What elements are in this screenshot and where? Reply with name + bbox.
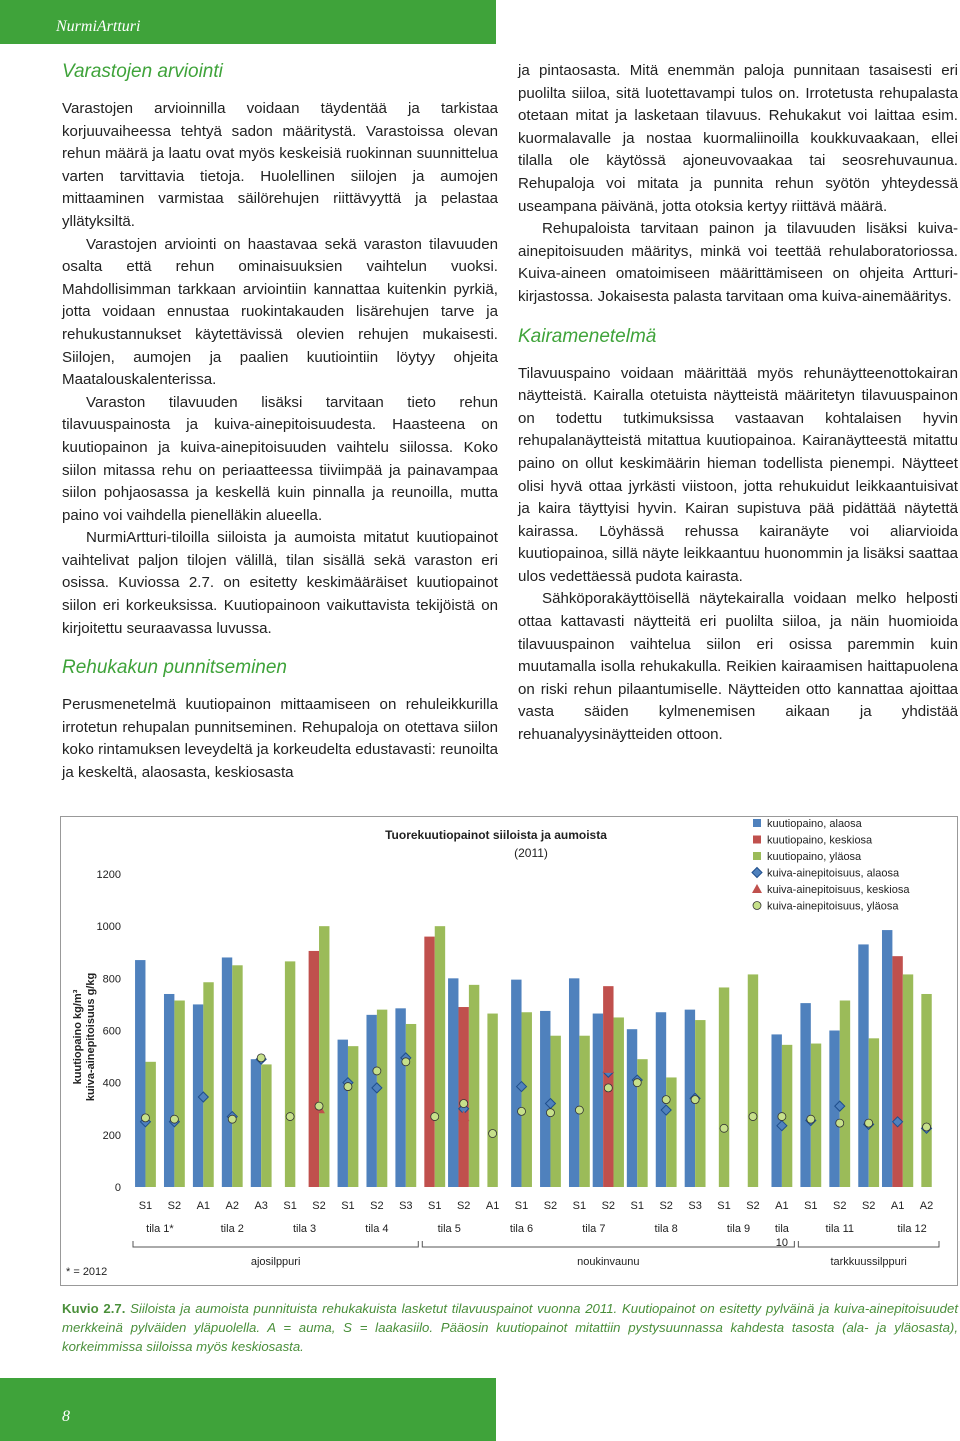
x-tick-label: S1 <box>804 1200 818 1212</box>
bar-chart <box>61 817 957 1285</box>
y-tick-label: 0 <box>114 1182 121 1194</box>
x-tick-label: S1 <box>341 1200 355 1212</box>
bar <box>203 982 213 1187</box>
x-tick-label: S2 <box>746 1200 760 1212</box>
bar <box>840 1001 850 1187</box>
x-tick-label: S2 <box>370 1200 384 1212</box>
farm-label: tila <box>774 1223 789 1235</box>
group-label: tarkkuussilppuri <box>830 1256 907 1268</box>
x-tick-label: S2 <box>601 1200 616 1212</box>
bar <box>569 978 579 1187</box>
x-tick-label: S1 <box>572 1200 587 1212</box>
legend-swatch <box>752 868 762 878</box>
x-tick-label: A2 <box>919 1200 934 1212</box>
group-bracket <box>133 1241 418 1247</box>
marker-point <box>286 1113 294 1121</box>
caption-text: Siiloista ja aumoista punnituista rehukakuista lasketut tilavuuspainot vuonna 2011. Kuutiopainot on esitetty pylväinä ja kuiva-ainepitoisuudet merkkeinä pylväiden yläpuolella. A = auma, S = laakasiilo. Pääosin kuutiopainot mitattiin pystysuunnassa kahdesta tasosta (ala- ja yläosasta), korkeimmissa siiloissa myös keskiosasta. <box>62 1301 958 1354</box>
marker-point <box>633 1079 641 1087</box>
bar <box>251 1059 261 1187</box>
y-axis-label: kuutiopaino kg/m³ <box>72 989 84 1085</box>
marker-point <box>691 1096 699 1104</box>
bar <box>921 994 931 1187</box>
y-tick-label: 600 <box>102 1025 121 1038</box>
bar <box>377 1010 387 1187</box>
bar <box>435 926 445 1187</box>
x-tick-label: S2 <box>659 1200 673 1212</box>
legend-label: kuiva-ainepitoisuus, alaosa <box>767 867 900 880</box>
bar <box>285 961 295 1187</box>
bar <box>593 1014 603 1187</box>
header-bar <box>0 0 496 44</box>
bar <box>882 930 892 1187</box>
farm-label: tila 6 <box>509 1223 534 1235</box>
marker-point <box>373 1067 381 1075</box>
bar <box>222 957 232 1187</box>
marker-point <box>518 1107 526 1115</box>
paragraph: Varastojen arviointi on haastavaa sekä varaston tilavuuden osalta että rehun ominaisuuksien vaihtelun vuoksi. Mahdollisimman tarkkaan arviointiin kannattaa kuitenkin pyrkiä, jotta voidaan ennustaa ruokintakauden lisärehujen tarve ja rehukustannukset käytettävissä olevien rehujen mukaisesti. Siilojen, aumojen ja paalien kuutiointiin löytyy ohjeita Maatalouskalenterissa. <box>62 235 498 389</box>
group-bracket <box>798 1241 939 1247</box>
bar <box>540 1011 550 1187</box>
marker-point <box>923 1123 931 1131</box>
legend-swatch <box>753 902 761 910</box>
bar <box>338 1040 348 1187</box>
bar <box>406 1024 416 1187</box>
x-tick-label: S1 <box>283 1200 297 1212</box>
x-tick-label: S2 <box>833 1200 847 1212</box>
section-heading-varastojen: Varastojen arviointi <box>62 61 223 82</box>
legend-swatch <box>753 852 761 860</box>
figure-caption <box>62 1300 958 1356</box>
x-tick-label: S2 <box>543 1200 558 1212</box>
x-tick-label: A1 <box>775 1200 789 1212</box>
bar <box>614 1017 624 1187</box>
bar <box>800 1003 810 1187</box>
chart-container <box>60 816 958 1286</box>
legend-label: kuutiopaino, yläosa <box>767 851 862 863</box>
legend-label: kuiva-ainepitoisuus, yläosa <box>767 900 899 913</box>
bar <box>903 974 913 1187</box>
bar <box>164 994 174 1187</box>
bar <box>424 937 434 1187</box>
page-number: 8 <box>62 1408 70 1425</box>
marker-point <box>170 1115 178 1123</box>
marker-point <box>489 1130 497 1138</box>
left-column <box>62 60 498 785</box>
bar <box>348 1046 358 1187</box>
bar <box>458 1007 468 1187</box>
bar <box>395 1008 405 1187</box>
x-tick-label: A2 <box>225 1200 239 1212</box>
marker-point <box>662 1096 670 1104</box>
y-tick-label: 1200 <box>96 869 121 881</box>
bar <box>487 1014 497 1187</box>
marker-point <box>720 1124 728 1132</box>
bar <box>666 1077 676 1187</box>
section-heading-kairamenetelma: Kairamenetelmä <box>518 325 657 347</box>
bar <box>319 926 329 1187</box>
marker-point <box>778 1113 786 1121</box>
farm-label: tila 12 <box>897 1223 927 1235</box>
marker-point <box>836 1119 844 1127</box>
footnote: * = 2012 <box>66 1266 108 1278</box>
x-tick-label: A1 <box>890 1200 905 1212</box>
farm-label: tila 11 <box>825 1223 855 1235</box>
marker-point <box>141 1114 149 1122</box>
x-tick-label: S3 <box>688 1200 702 1212</box>
farm-label: tila 8 <box>654 1223 678 1235</box>
bar <box>448 978 458 1187</box>
x-tick-label: S1 <box>717 1200 731 1212</box>
marker-point <box>575 1106 583 1114</box>
legend-label: kuutiopaino, alaosa <box>767 818 862 830</box>
footer-bar <box>0 1378 496 1441</box>
x-tick-label: S2 <box>167 1200 182 1212</box>
header-title: NurmiArtturi <box>56 18 141 35</box>
marker-point <box>315 1102 323 1110</box>
paragraph: Tilavuuspaino voidaan määrittää myös rehunäytteenottokairan näytteistä. Kairalla otetuista näytteistä määritetyn tilavuuspainon on todettu tutkimuksissa vastaavan kohtalaisen hyvin rehupalanäytteistä mitattua kuutiopainoa. Kairanäytteestä mitattu paino on ollut keskimäärin hieman todellista pienempi. Näytteet olisi hyvä ottaa jyrkästi viistoon, jotta rehukuidut leikkaantuisivat ja kaira täyttyisi hyvin. Kairan supistuva pää pidättää näytettä kairassa. Löyhässä rehussa kairanäyte voi aliarvioida kuutiopainoa, sillä näyte leikkaantuu huonommin ja lisäksi saattaa ulos vedettäessä pudota kairasta. <box>518 364 958 585</box>
paragraph: NurmiArtturi-tiloilla siiloista ja aumoista mitatut kuutiopainot vaihtelivat paljon tilojen välillä, tilan sisällä sekä varaston eri osissa. Kuviossa 2.7. on esitetty keskimääräiset kuutiopainot siilon eri korkeuksissa. Kuutiopainoon vaikuttavista tekijöistä on kirjoitettu seuraavassa luvussa. <box>62 529 498 637</box>
legend-label: kuiva-ainepitoisuus, keskiosa <box>767 884 910 896</box>
paragraph: Varaston tilavuuden lisäksi tarvitaan tieto rehun tilavuuspainosta ja kuiva-ainepitoisuudesta. Haasteena on kuutiopainon ja kuiva-ainepitoisuuden vaihtelu siilossa. Koko siilon mitassa rehu on periaatteessa tiiviimpää ja painavampaa siilon pohjaosassa ja keskellä kuin pinnalla ja reunoilla, mutta paino voi vaihdella pienelläkin alueella. <box>62 393 498 524</box>
legend-label: kuutiopaino, keskiosa <box>767 834 873 847</box>
caption-label: Kuvio 2.7. <box>62 1301 126 1316</box>
bar <box>892 956 902 1187</box>
x-tick-label: S1 <box>514 1200 529 1212</box>
chart-subtitle: (2011) <box>514 846 548 860</box>
marker-point <box>228 1115 236 1123</box>
bar <box>748 974 758 1187</box>
farm-label: tila 7 <box>582 1223 606 1235</box>
x-tick-label: S1 <box>138 1200 153 1212</box>
bar <box>627 1029 637 1187</box>
bar <box>135 960 145 1187</box>
x-tick-label: S2 <box>861 1200 876 1212</box>
marker-point <box>604 1084 612 1092</box>
x-tick-label: A3 <box>254 1200 268 1212</box>
bar <box>309 951 319 1187</box>
y-tick-label: 800 <box>102 973 121 986</box>
x-tick-label: S1 <box>428 1200 442 1212</box>
farm-label: tila 4 <box>365 1223 389 1235</box>
farm-label: tila 3 <box>292 1223 317 1235</box>
bar <box>366 1015 376 1187</box>
bar <box>869 1038 879 1187</box>
x-tick-label: S1 <box>630 1200 644 1212</box>
legend-swatch <box>753 836 761 844</box>
y-tick-label: 400 <box>102 1077 121 1090</box>
marker-point <box>460 1100 468 1108</box>
legend-swatch <box>753 819 761 827</box>
bar <box>174 1001 184 1187</box>
bar <box>719 987 729 1187</box>
y-tick-label: 200 <box>102 1129 121 1142</box>
marker-point <box>257 1054 265 1062</box>
group-label: ajosilppuri <box>250 1256 301 1268</box>
paragraph: Perusmenetelmä kuutiopainon mittaamiseen on rehuleikkurilla irrotetun rehupalan punnitseminen. Rehupaloja on otettava siilon koko rintamuksen leveydeltä ja korkeudelta edustavasti: reunoilta ja keskeltä, alaosasta, keskiosasta <box>62 696 498 782</box>
x-tick-label: S2 <box>456 1200 471 1212</box>
x-tick-label: A1 <box>485 1200 500 1212</box>
paragraph: Varastojen arvioinnilla voidaan täydentää ja tarkistaa korjuuvaiheessa tehtyä sadon määritystä. Varastoissa olevan rehun määrä ja laatu ovat myös keskeisiä ruokinnan suunnittelua varten tarvittavia tietoja. Huolellinen siilojen ja aumojen mittaaminen varmistaa säilörehujen riittävyyttä ja pelastaa yllätyksiltä. <box>62 100 498 230</box>
y-axis-label-2: kuiva-ainepitoisuus g/kg <box>85 972 97 1102</box>
marker-point <box>344 1083 352 1091</box>
farm-label: tila 5 <box>437 1223 461 1235</box>
paragraph: Sähköporakäyttöisellä näytekairalla voidaan melko helposti ottaa kattavasti näytteitä eri puolilta siiloa, ja näin huomioida tilavuuspainon vaihtelua siilon eri osissa paremmin kuin muutamalla isolla rehukakulla. Reikien kairaamisen haittapuolena on riski rehun pilaantumiselle. Näytteiden otto kannattaa ajoittaa vasta säiden kylmenemisen aikaan ja yhdistää rehuanalyysinäytteiden ottoon. <box>518 590 958 744</box>
legend-swatch <box>752 884 762 893</box>
farm-label: tila 9 <box>726 1223 751 1235</box>
marker-point <box>402 1058 410 1066</box>
section-heading-rehukakun: Rehukakun punnitseminen <box>62 657 287 679</box>
bar <box>858 944 868 1187</box>
bar <box>522 1012 532 1187</box>
paragraph: Rehupaloista tarvitaan painon ja tilavuuden lisäksi kuiva-ainepitoisuuden määritys, minkä voi teettää rehulaboratoriossa. Kuiva-aineen omatoimiseen määrittämiseen on ohjeita Artturi-kirjastossa. Jokaisesta palasta tarvitaan oma kuiva-ainemääritys. <box>518 220 958 305</box>
paragraph: ja pintaosasta. Mitä enemmän paloja punnitaan tasaisesti eri puolilta siiloa, sitä luotettavampi tulos on. Irrotetusta rehupalasta otetaan mitat ja lasketaan tilavuus. Rehukakut voi laittaa esim. kuormalavalle ja nostaa kuormaliinoilla koukkuvaakaan, ellei tilalla ole käytössä ajoneuvovaakaa tai seosrehuvaunua. Rehupaloja voi mitata ja punnita rehun syötön yhteydessä useampana päivänä, jotta otoksia kertyy riittävä määrä. <box>518 62 958 215</box>
x-tick-label: S2 <box>312 1200 326 1212</box>
bar <box>232 965 242 1187</box>
marker-point <box>431 1113 439 1121</box>
marker-point <box>865 1119 873 1127</box>
bar <box>261 1064 271 1187</box>
marker-point <box>546 1109 554 1117</box>
chart-title: Tuorekuutiopainot siiloista ja aumoista <box>385 828 607 842</box>
farm-label: tila 2 <box>220 1223 244 1235</box>
marker-point <box>807 1115 815 1123</box>
group-label: noukinvaunu <box>577 1256 640 1268</box>
marker-point <box>749 1113 757 1121</box>
group-bracket <box>422 1241 794 1247</box>
x-tick-label: S3 <box>399 1200 413 1212</box>
y-tick-label: 1000 <box>96 921 121 934</box>
bar <box>771 1034 781 1187</box>
bar <box>469 985 479 1187</box>
x-tick-label: A1 <box>196 1200 211 1212</box>
farm-label: tila 1* <box>146 1223 174 1235</box>
right-column <box>518 60 958 747</box>
farm-label: 10 <box>775 1237 789 1249</box>
